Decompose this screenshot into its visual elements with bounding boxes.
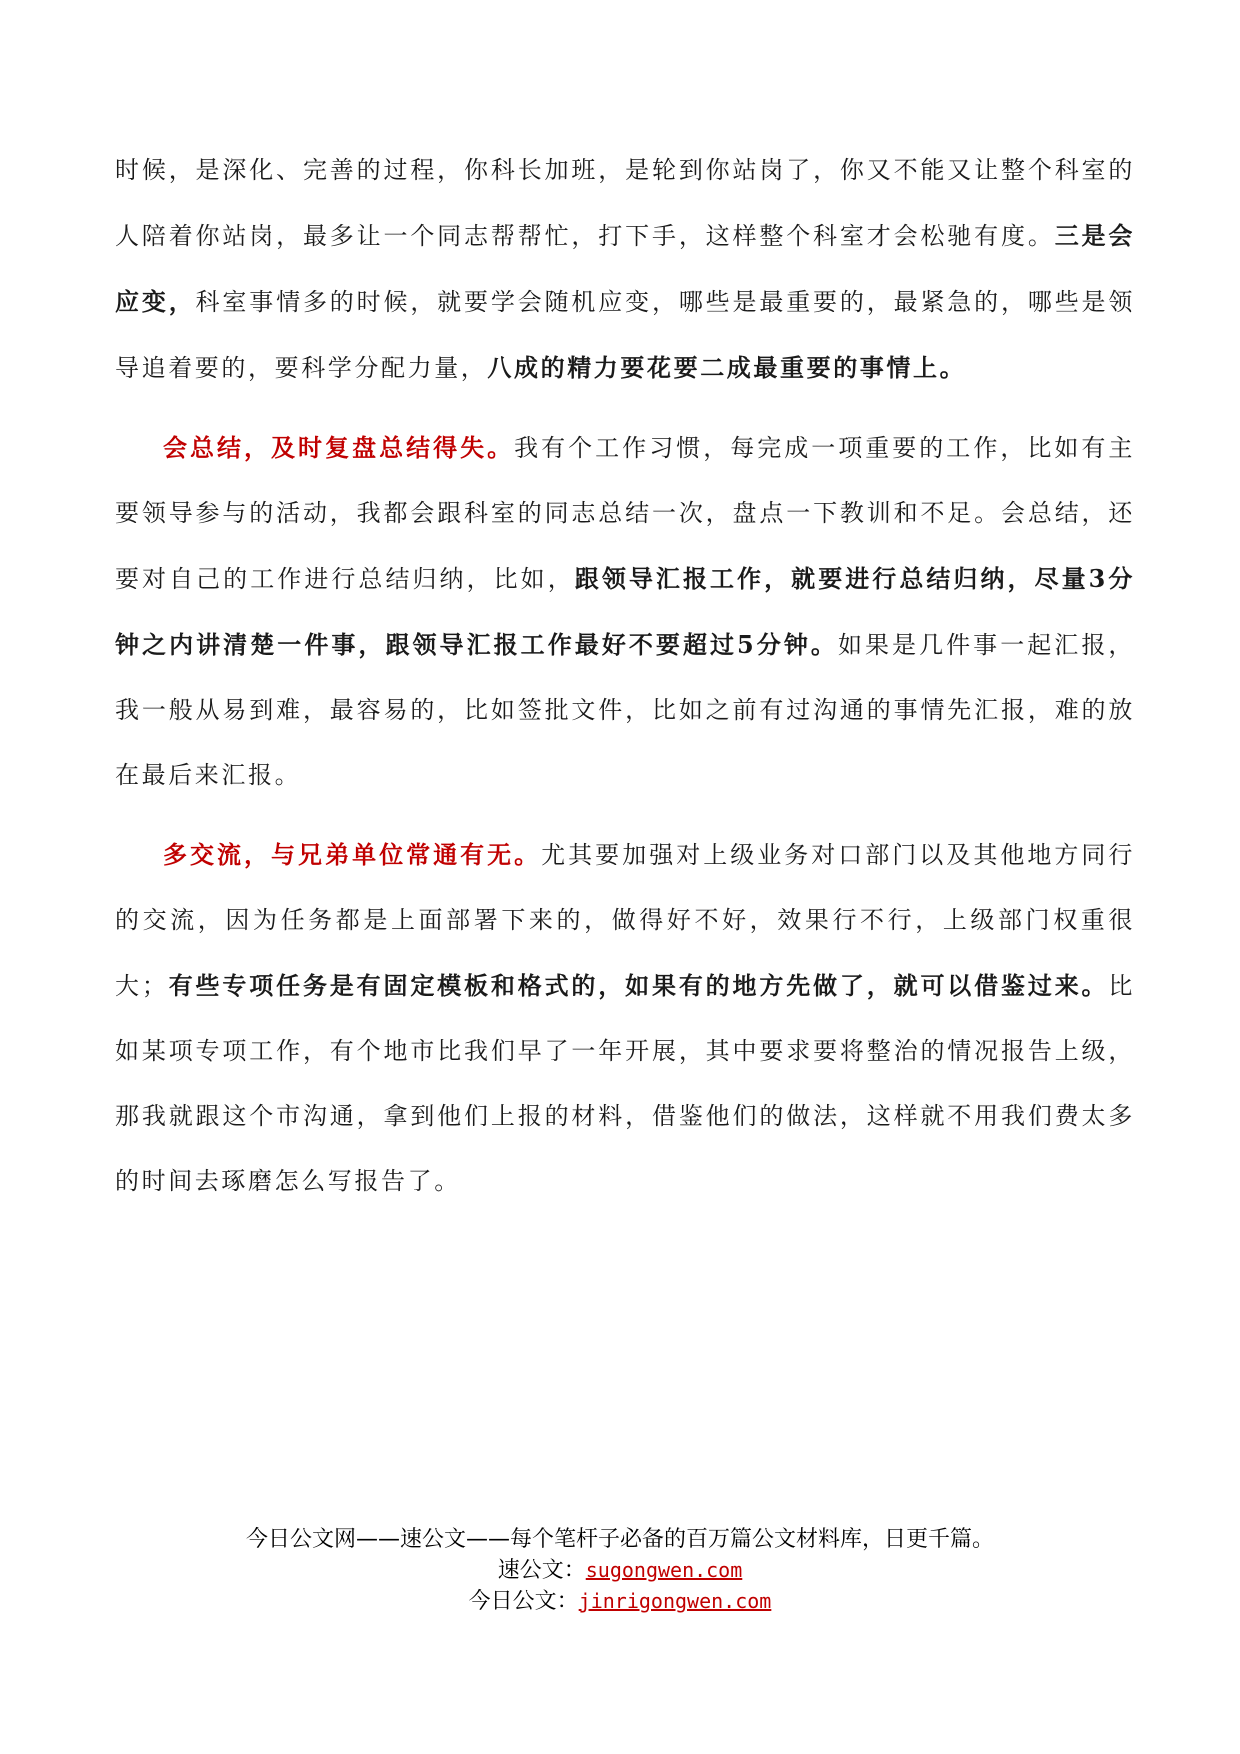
bold-point-heading: 三是会应变， [115, 221, 1135, 316]
footer-sugongwen-line [0, 1555, 1240, 1586]
footer-jinrigongwen-line [0, 1586, 1240, 1617]
paragraph-2 [115, 415, 1135, 808]
document-body [115, 138, 1135, 1214]
paragraph-text: 时候，是深化、完善的过程，你科长加班，是轮到你站岗了，你又不能又让整个科室的人陪着你站岗，最多让一个同志帮帮忙，打下手，这样整个科室才会松驰有度。 [115, 156, 1135, 250]
paragraph-text: 如果是几件事一起汇报，我一般从易到难，最容易的，比如签批文件，比如之前有过沟通的事情先汇报，难的放在最后来汇报。 [115, 631, 1135, 789]
bold-emphasis: 跟领导汇报工作，就要进行总结归纳，尽量3分钟之内讲清楚一件事，跟领导汇报工作最好不要超过5分钟。 [115, 564, 1135, 659]
section-heading-red: 会总结，及时复盘总结得失。 [163, 433, 515, 462]
sugongwen-link[interactable]: sugongwen.com [585, 1558, 743, 1582]
paragraph-text: 尤其要加强对上级业务对口部门以及其他地方同行的交流，因为任务都是上面部署下来的，做得好不好，效果行不行，上级部门权重很大； [115, 841, 1135, 1000]
paragraph-text: 比如某项专项工作，有个地市比我们早了一年开展，其中要求要将整治的情况报告上级，那我就跟这个市沟通，拿到他们上报的材料，借鉴他们的做法，这样就不用我们费太多的时间去琢磨怎么写报告了。 [115, 972, 1135, 1195]
bold-emphasis: 八成的精力要花要二成最重要的事情上。 [487, 353, 967, 382]
footer-sugongwen-label: 速公文： [497, 1558, 586, 1583]
paragraph-text: 我有个工作习惯，每完成一项重要的工作，比如有主要领导参与的活动，我都会跟科室的同志总结一次，盘点一下教训和不足。会总结，还要对自己的工作进行总结归纳，比如， [115, 434, 1135, 593]
page-footer [0, 1525, 1240, 1617]
paragraph-1 [115, 138, 1135, 401]
paragraph-3 [115, 822, 1135, 1214]
jinrigongwen-link[interactable]: jinrigongwen.com [578, 1589, 772, 1613]
paragraph-text: 科室事情多的时候，就要学会随机应变，哪些是最重要的，最紧急的，哪些是领导追着要的，要科学分配力量， [115, 288, 1135, 382]
section-heading-red: 多交流，与兄弟单位常通有无。 [163, 840, 542, 869]
footer-slogan: 今日公文网——速公文——每个笔杆子必备的百万篇公文材料库，日更千篇。 [245, 1527, 994, 1552]
footer-jinrigongwen-label: 今日公文： [468, 1589, 579, 1614]
bold-emphasis: 有些专项任务是有固定模板和格式的，如果有的地方先做了，就可以借鉴过来。 [168, 971, 1109, 1000]
